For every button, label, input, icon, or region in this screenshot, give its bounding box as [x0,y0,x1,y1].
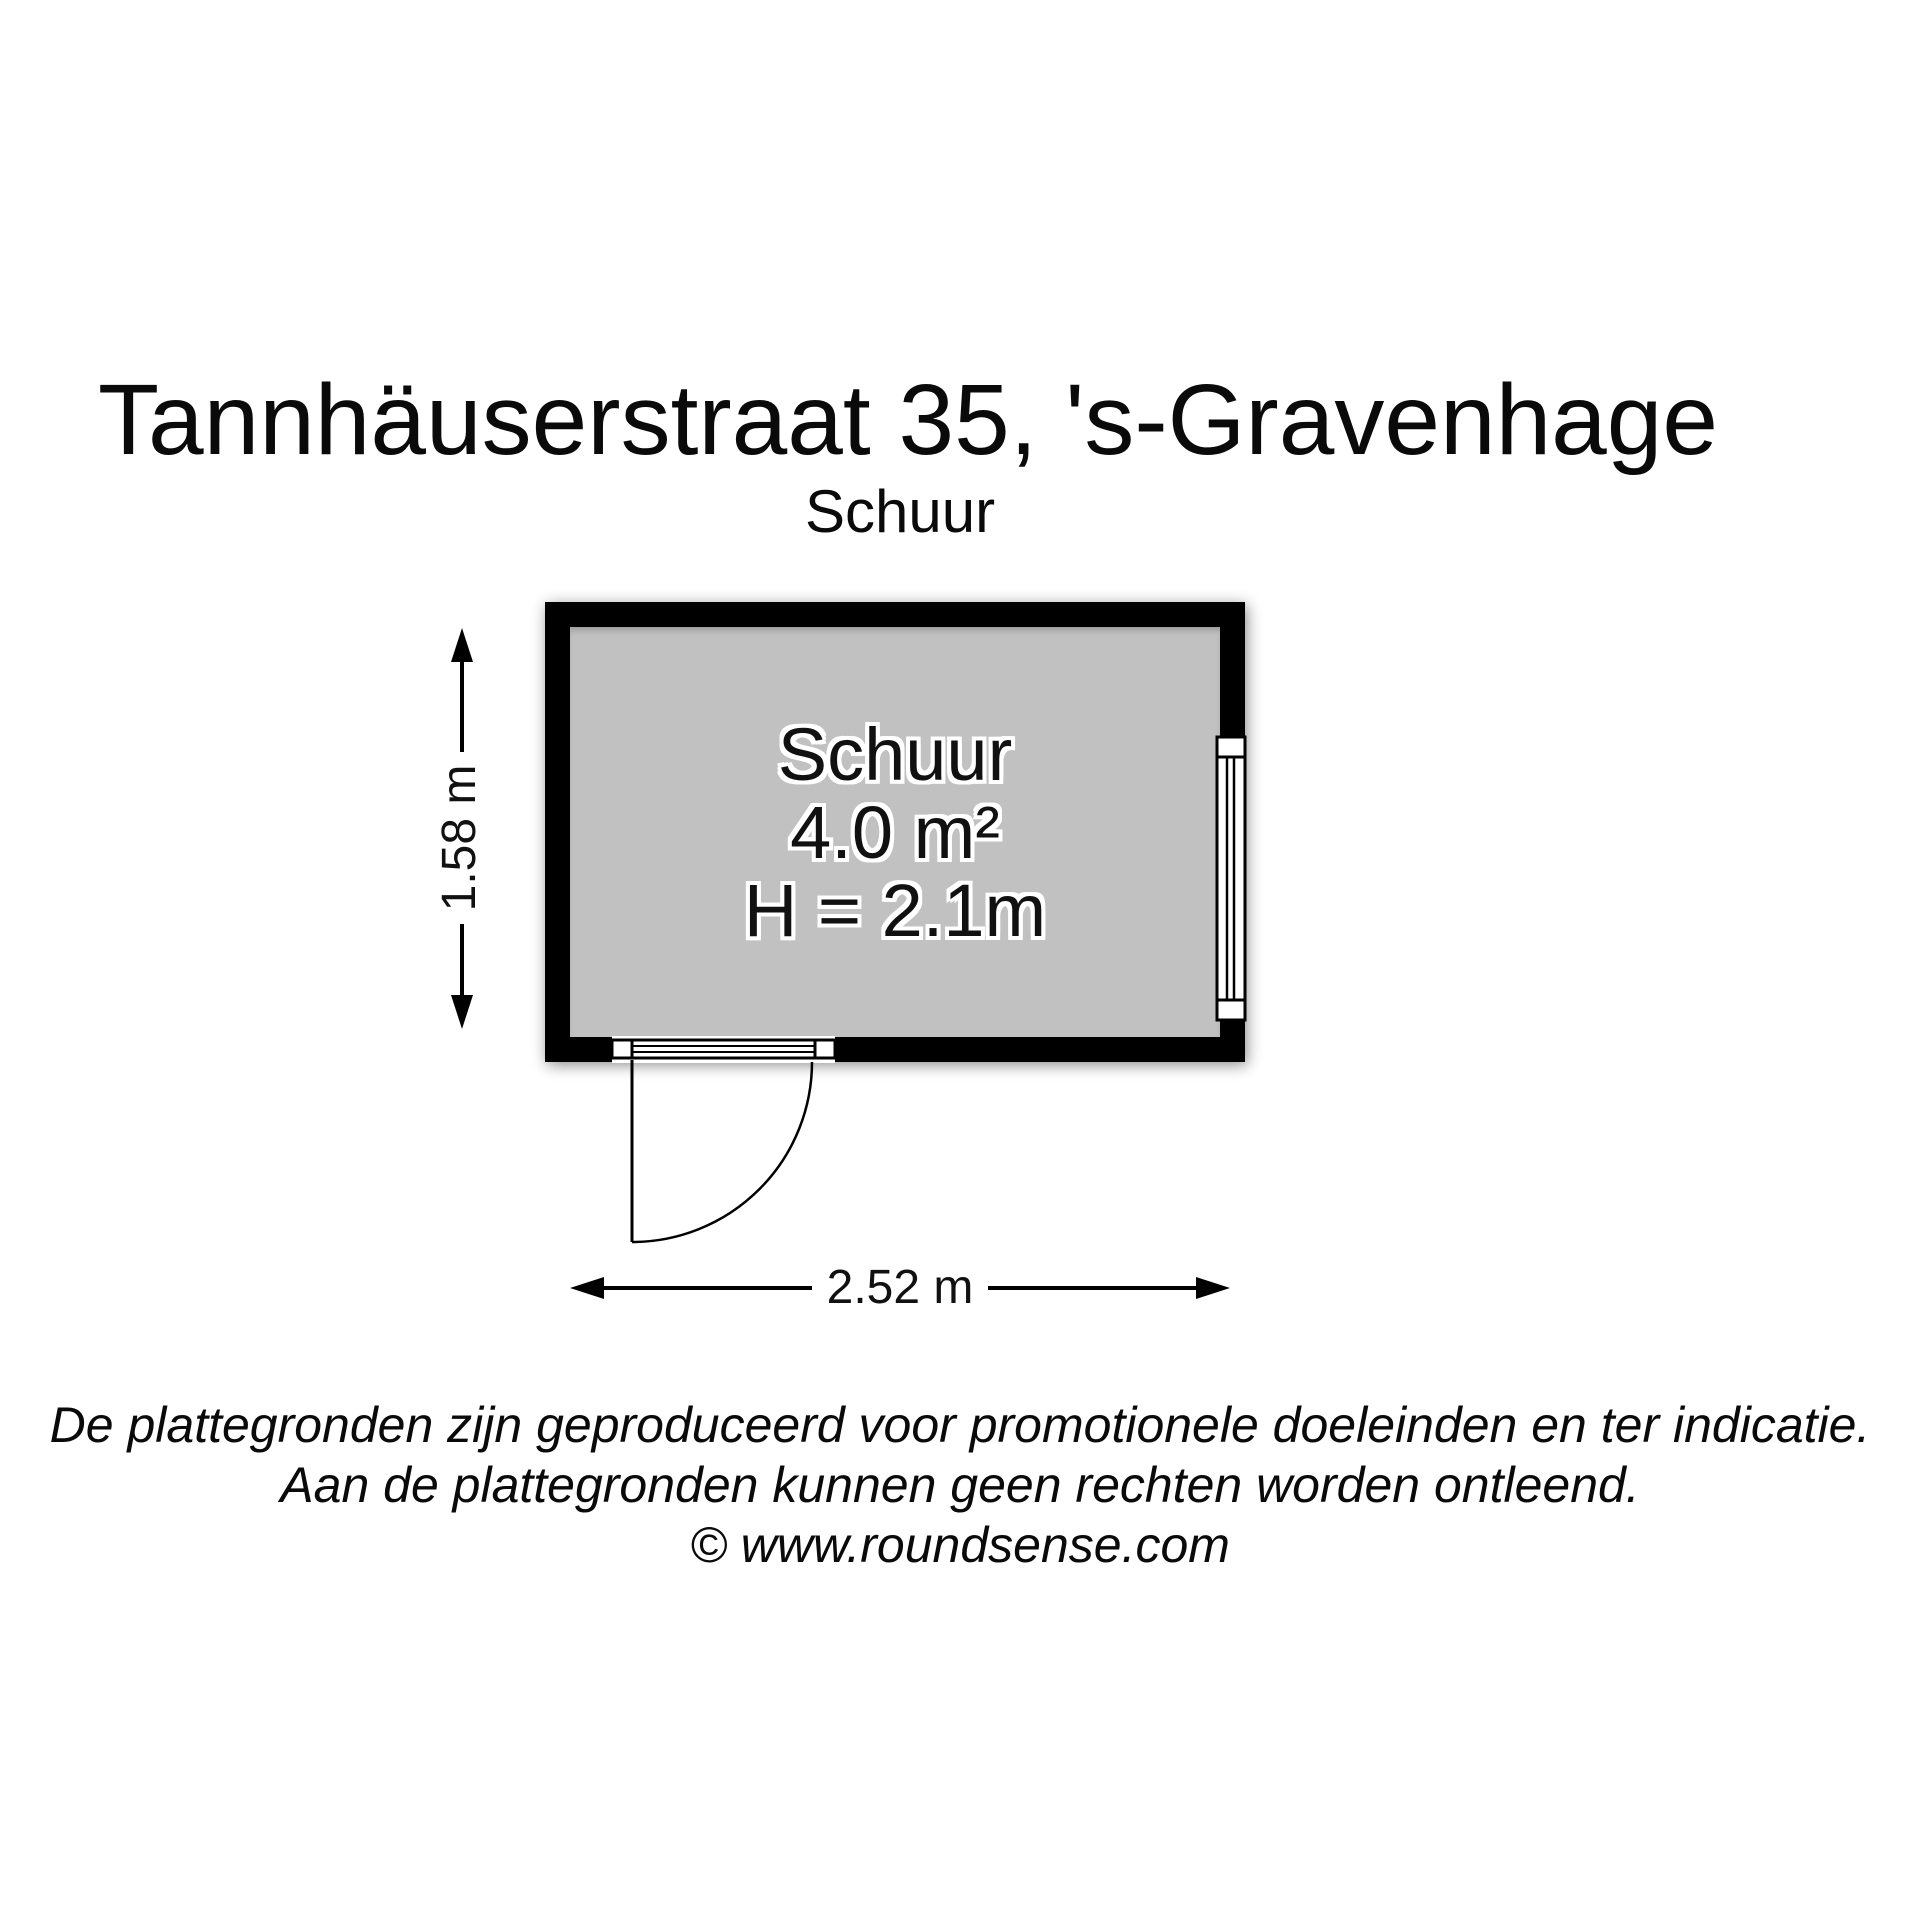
copyright-credit: © www.roundsense.com [690,1517,1230,1573]
arrowhead-right-icon [1196,1277,1230,1299]
door-swing-arc [632,1062,812,1242]
room-name-label: Schuur [777,713,1013,796]
door-symbol [612,1036,835,1242]
room-label [545,713,1245,952]
arrowhead-up-icon [451,628,473,662]
disclaimer-line-1: De plattegronden zijn geproduceerd voor promotionele doeleinden en ter indicatie. [49,1397,1871,1453]
width-dimension-label: 2.52 m [817,1262,984,1314]
page-title: Tannhäuserstraat 35, 's-Gravenhage [97,364,1719,476]
arrowhead-left-icon [570,1277,604,1299]
arrowhead-down-icon [451,995,473,1029]
room-area-label: 4.0 m² [790,791,1000,874]
height-dimension-label: 1.58 m [434,755,486,922]
room-height-label: H = 2.1m [743,869,1047,952]
disclaimer-line-2: Aan de plattegronden kunnen geen rechten worden ontleend. [280,1457,1640,1513]
footer-disclaimer [50,1395,1871,1575]
page-subtitle: Schuur [804,478,996,545]
